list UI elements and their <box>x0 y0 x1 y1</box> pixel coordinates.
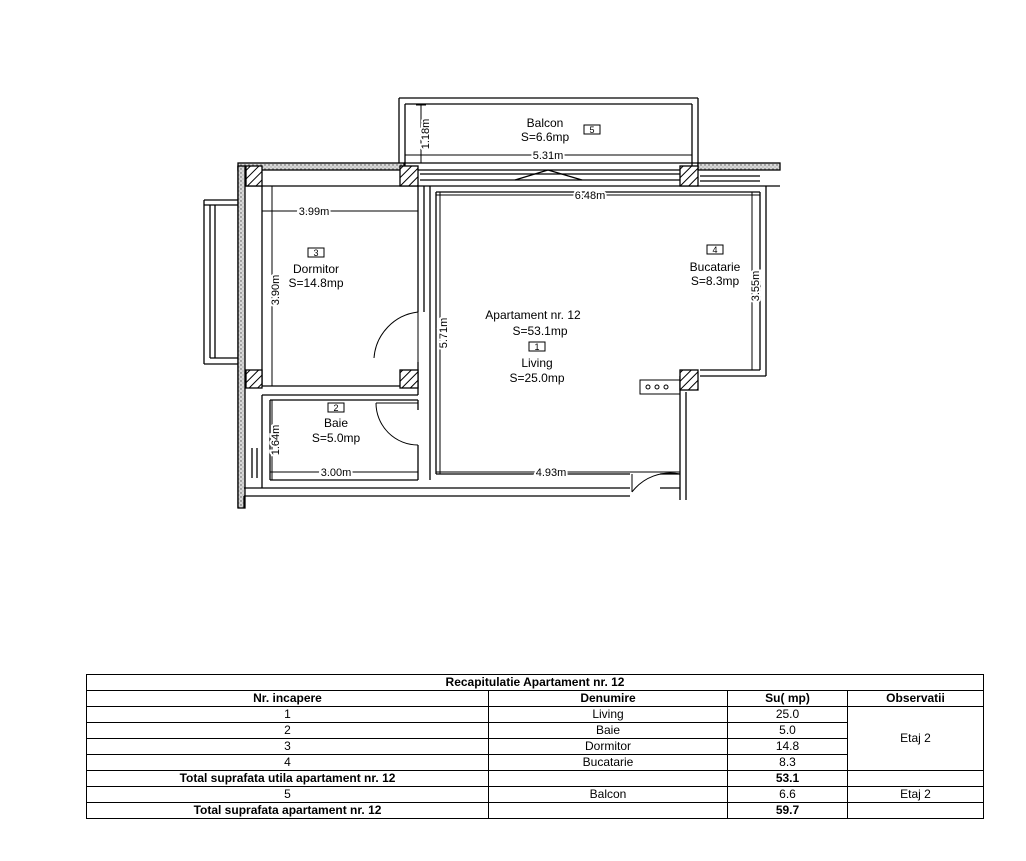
dim-dormitor-depth: 3.90m <box>269 274 282 306</box>
cell-nr: 2 <box>87 723 489 739</box>
dim-bucatarie-depth: 3.55m <box>749 270 762 302</box>
cell-area: 25.0 <box>728 707 848 723</box>
dim-balcon-width: 5.31m <box>532 150 564 162</box>
total-utila-value: 53.1 <box>728 771 848 787</box>
cell-nr: 4 <box>87 755 489 771</box>
empty-cell <box>489 803 728 819</box>
header-denumire: Denumire <box>489 691 728 707</box>
room-number: 5 <box>589 125 595 135</box>
room-area: S=6.6mp <box>520 130 570 144</box>
table-row <box>87 707 984 723</box>
dim-living-width: 6.48m <box>574 190 606 202</box>
empty-cell <box>489 771 728 787</box>
room-number: 1 <box>534 342 540 352</box>
stove <box>640 380 680 394</box>
room-label-balcon <box>521 116 600 144</box>
table-header-row <box>87 691 984 707</box>
header-nr: Nr. incapere <box>87 691 489 707</box>
room-number: 2 <box>333 403 339 413</box>
apartment-title: Apartament nr. 12 <box>485 308 581 322</box>
dim-baie-depth: 1.64m <box>269 424 282 456</box>
left-exterior-wall <box>204 166 257 508</box>
room-label-living <box>485 308 581 385</box>
room-number: 3 <box>313 248 319 258</box>
dim-living-bottom-width: 4.93m <box>535 467 567 479</box>
room-name: Bucatarie <box>689 260 741 274</box>
cell-note-group: Etaj 2 <box>848 707 984 771</box>
room-area: S=25.0mp <box>509 371 565 385</box>
dim-living-depth: 5.71m <box>437 317 450 349</box>
dim-balcon-depth: 1.18m <box>419 118 432 150</box>
cell-nr: 1 <box>87 707 489 723</box>
total-utila-label: Total suprafata utila apartament nr. 12 <box>87 771 489 787</box>
cell-name: Baie <box>489 723 728 739</box>
cell-name: Balcon <box>489 787 728 803</box>
empty-cell <box>848 803 984 819</box>
room-name: Balcon <box>526 116 564 130</box>
room-area: S=14.8mp <box>288 276 344 290</box>
cell-area: 6.6 <box>728 787 848 803</box>
doors <box>374 312 680 492</box>
dim-baie-width: 3.00m <box>320 467 352 479</box>
table-title-row <box>87 675 984 691</box>
room-label-baie <box>312 403 361 445</box>
cell-nr: 5 <box>87 787 489 803</box>
room-area: S=5.0mp <box>311 431 361 445</box>
room-name: Living <box>521 356 553 370</box>
room-label-dormitor <box>288 248 343 290</box>
table-row <box>87 787 984 803</box>
cell-note: Etaj 2 <box>848 787 984 803</box>
dim-dormitor-width: 3.99m <box>298 206 330 218</box>
table-title: Recapitulatie Apartament nr. 12 <box>87 675 984 691</box>
total-label: Total suprafata apartament nr. 12 <box>87 803 489 819</box>
room-area: S=8.3mp <box>690 274 740 288</box>
room-name: Baie <box>323 416 349 430</box>
cell-name: Bucatarie <box>489 755 728 771</box>
room-name: Dormitor <box>292 262 340 276</box>
header-observatii: Observatii <box>848 691 984 707</box>
cell-name: Dormitor <box>489 739 728 755</box>
total-value: 59.7 <box>728 803 848 819</box>
room-label-bucatarie <box>690 245 741 288</box>
cell-area: 5.0 <box>728 723 848 739</box>
cell-nr: 3 <box>87 739 489 755</box>
dormitor-walls <box>262 186 424 395</box>
cell-name: Living <box>489 707 728 723</box>
room-number: 4 <box>712 245 718 255</box>
apartment-area: S=53.1mp <box>512 324 568 338</box>
empty-cell <box>848 771 984 787</box>
cell-area: 14.8 <box>728 739 848 755</box>
header-su: Su( mp) <box>728 691 848 707</box>
living-walls <box>244 186 766 508</box>
cell-area: 8.3 <box>728 755 848 771</box>
recap-table <box>86 674 984 819</box>
total-utila-row <box>87 771 984 787</box>
total-row <box>87 803 984 819</box>
